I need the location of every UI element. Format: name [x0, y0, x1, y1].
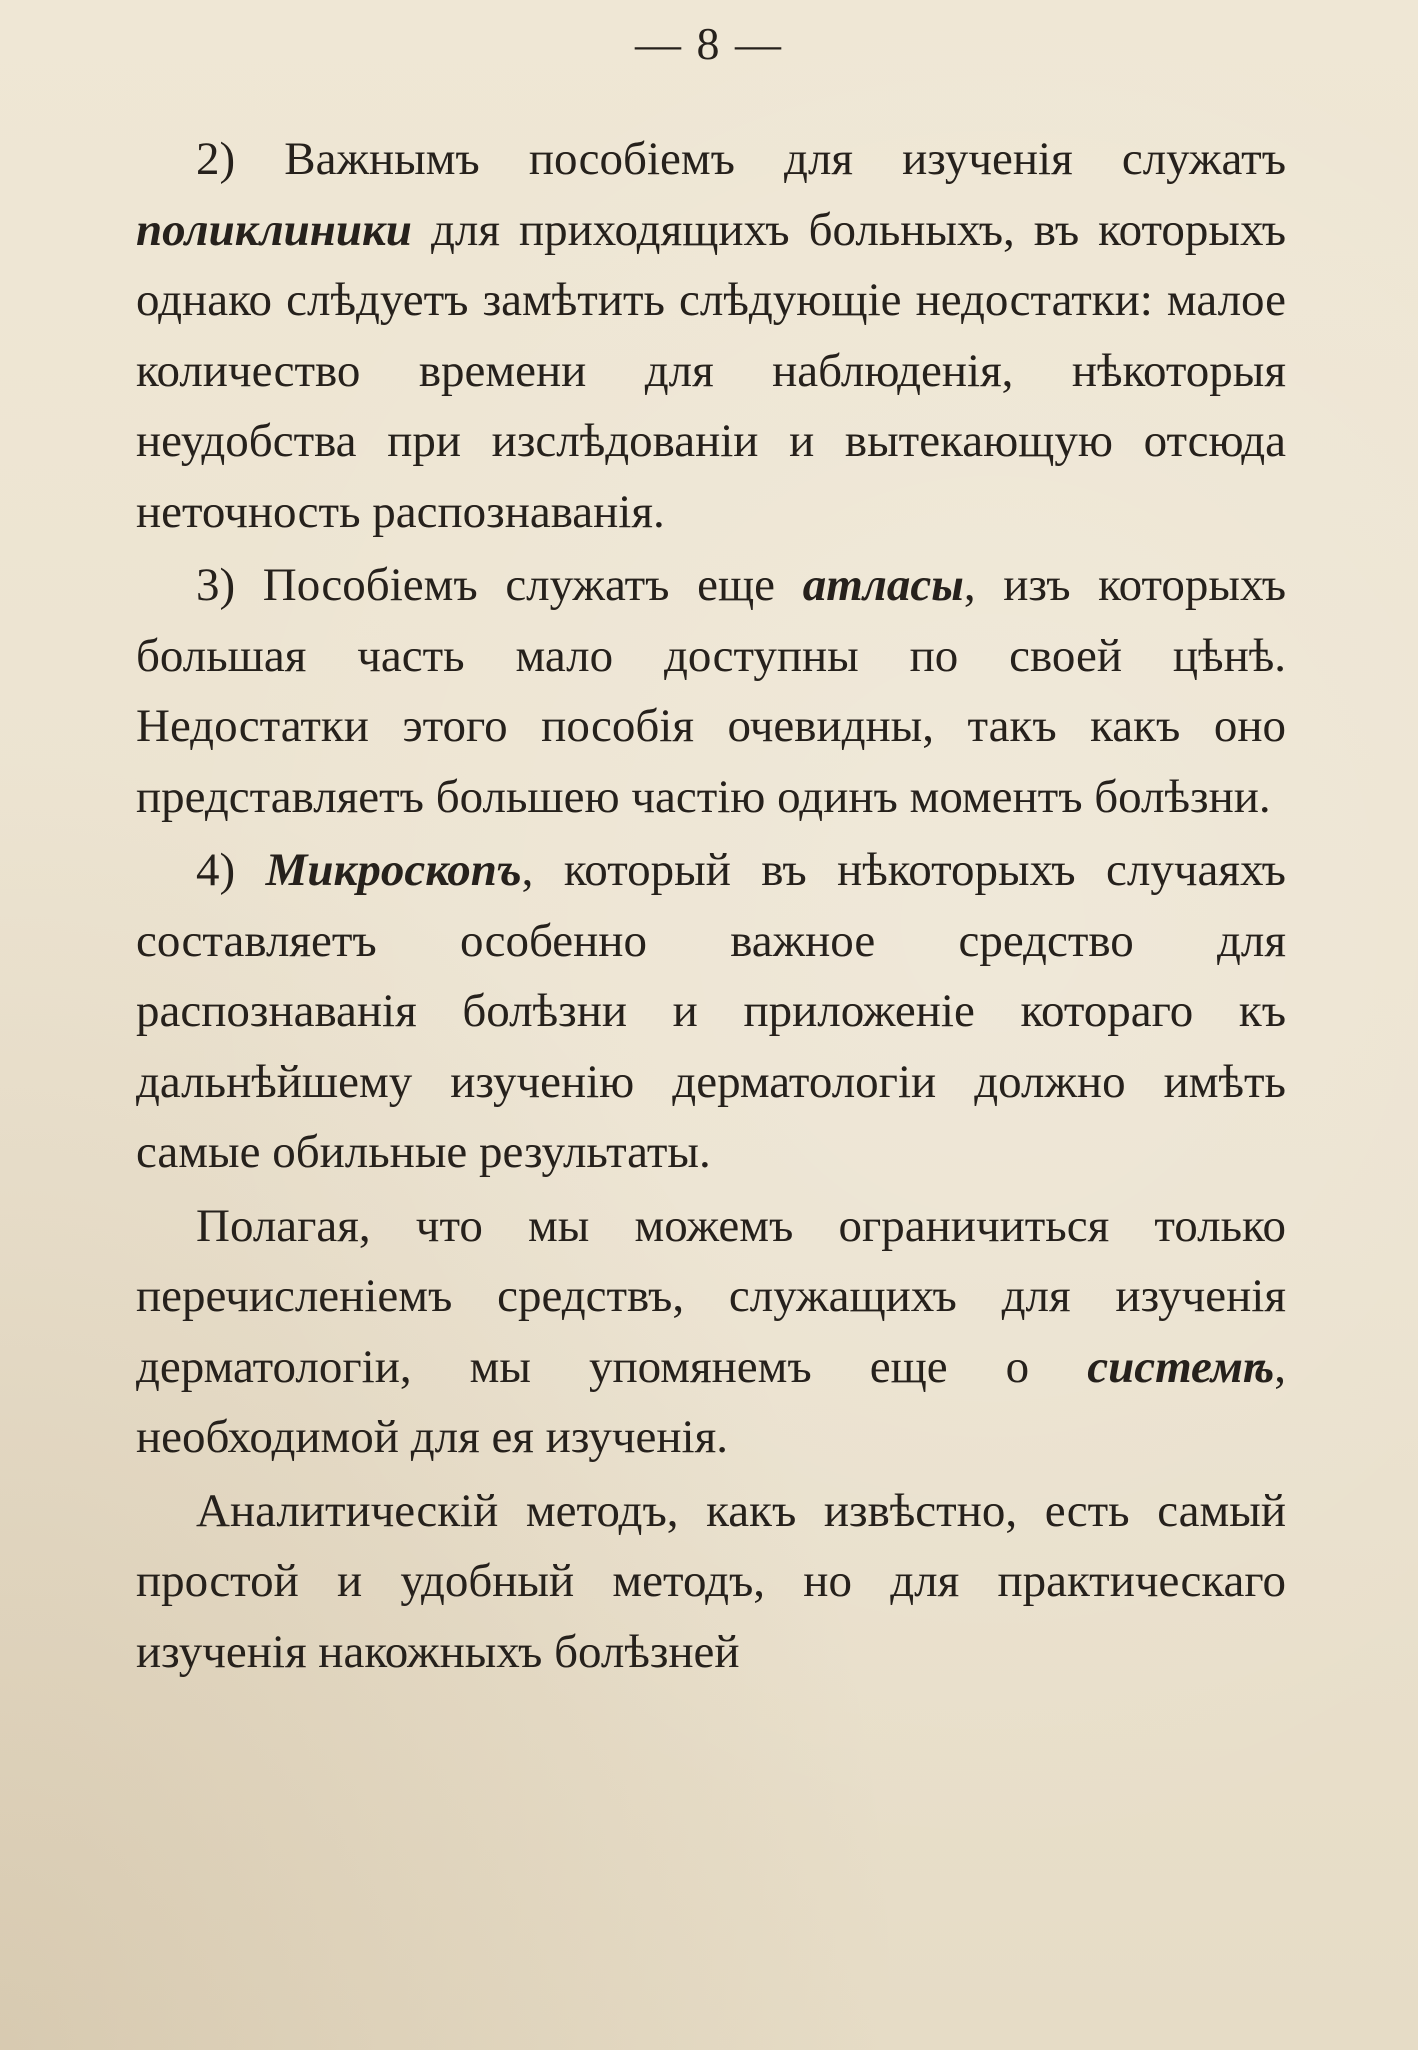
emphasis-term: системѣ: [1087, 1340, 1275, 1393]
paragraph-system: [136, 1191, 1286, 1473]
text-segment: Аналитическій методъ, какъ извѣстно, есть самый простой и удобный методъ, но для практическаго изученія накожныхъ болѣзней: [136, 1484, 1286, 1678]
emphasis-term: Микроскопъ: [265, 844, 522, 896]
emphasis-term: поликлиники: [136, 203, 412, 256]
paragraph-2-polyclinics: [136, 124, 1286, 547]
text-segment: 4): [196, 844, 266, 896]
body-text: [136, 124, 1286, 1690]
text-segment: , изъ которыхъ большая часть мало доступны по своей цѣнѣ. Недостатки этого пособія очевидны, такъ какъ оно представляетъ большею частію одинъ моментъ болѣзни.: [136, 559, 1287, 823]
text-segment: , необходимой для ея изученія.: [136, 1340, 1286, 1463]
text-segment: , который въ нѣкоторыхъ случаяхъ составляетъ особенно важное средство для распознаванія болѣзни и приложеніе котораго къ дальнѣйшему изученію дерматологіи должно имѣть самые обильные результаты.: [136, 844, 1286, 1178]
emphasis-term: атласы: [802, 559, 964, 611]
text-segment: 3) Пособіемъ служатъ еще: [196, 559, 803, 611]
paragraph-3-atlases: [136, 550, 1286, 832]
text-segment: 2) Важнымъ пособіемъ для изученія служатъ: [196, 133, 1286, 185]
paragraph-4-microscope: [136, 835, 1286, 1188]
text-segment: Полагая, что мы можемъ ограничиться только перечисленіемъ средствъ, служащихъ для изученія дерматологіи, мы упомянемъ еще о: [136, 1199, 1286, 1393]
text-segment: для приходящихъ больныхъ, въ которыхъ однако слѣдуетъ замѣтить слѣдующіе недостатки: малое количество времени для наблюденія, нѣкоторыя неудобства при изслѣдованіи и вытекающую отсюда неточность распознаванія.: [136, 203, 1286, 538]
paragraph-analytic-method: [136, 1476, 1286, 1688]
page-number: — 8 —: [635, 18, 783, 69]
